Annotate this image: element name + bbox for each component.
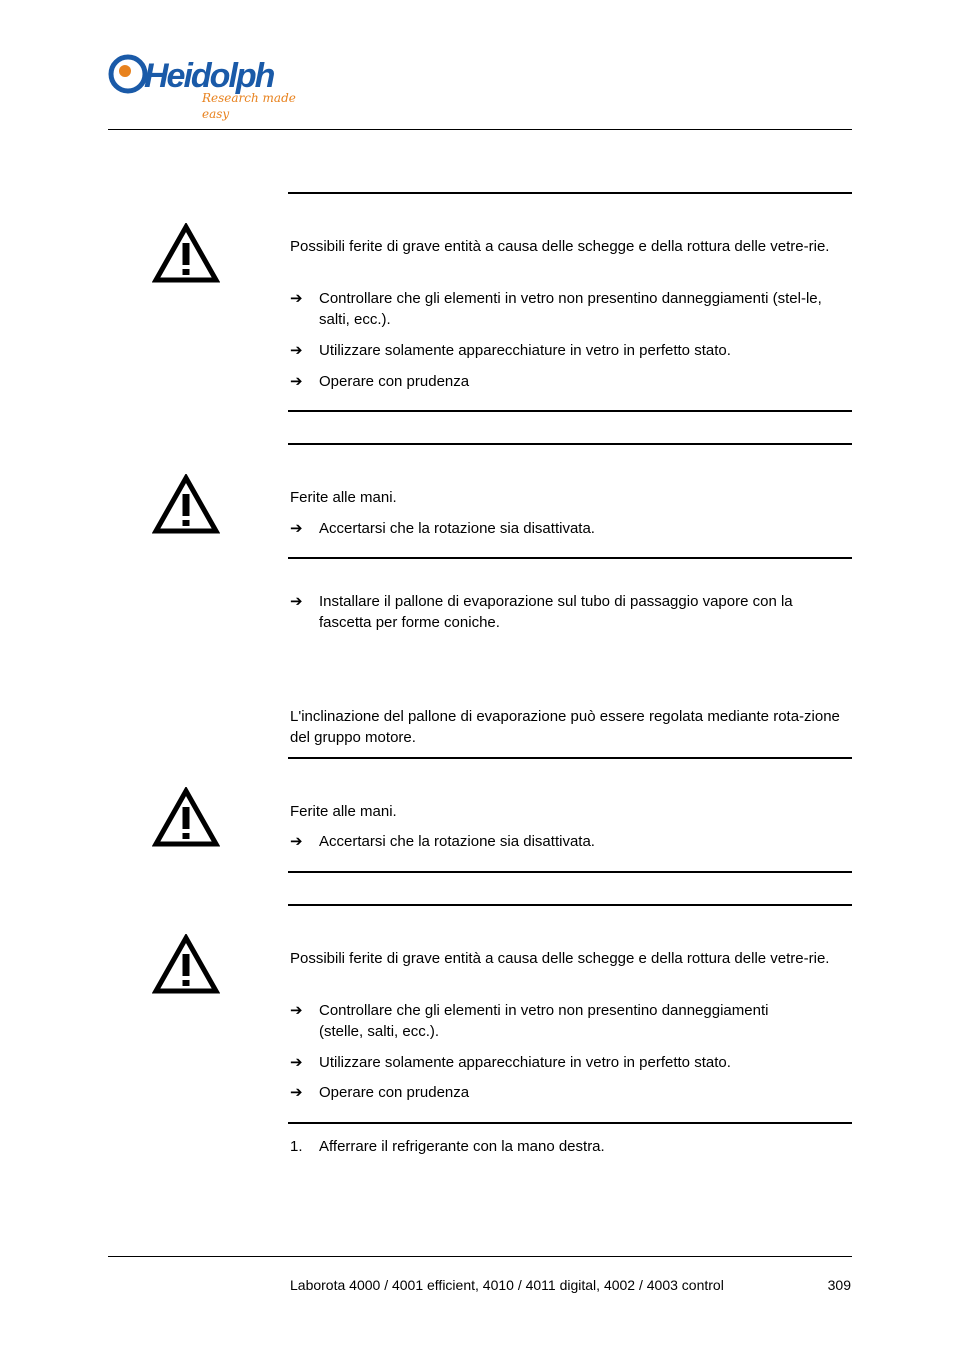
warning-triangle-icon: [152, 474, 220, 534]
arrow-icon: ➔: [290, 593, 303, 610]
step-text: Afferrare il refrigerante con la mano destra.: [319, 1138, 605, 1155]
header-rule: [108, 129, 852, 130]
arrow-icon: ➔: [290, 373, 303, 390]
section-rule: [288, 757, 852, 759]
header-logo: [108, 52, 323, 121]
logo-wordmark: Heidolph: [144, 57, 274, 95]
warning-paragraph: Possibili ferite di grave entità a causa delle schegge e della rottura delle vetre-rie.: [290, 950, 830, 967]
arrow-icon: ➔: [290, 1084, 303, 1101]
section-rule: [288, 192, 852, 194]
footer-rule: [108, 1256, 852, 1257]
info-paragraph: L'inclinazione del pallone di evaporazione può essere regolata mediante rota-zione del gruppo motore.: [290, 708, 840, 746]
arrow-icon: ➔: [290, 1002, 303, 1019]
warning-triangle-icon: [152, 934, 220, 994]
warning-paragraph: Ferite alle mani.: [290, 803, 397, 820]
footer-product: Laborota 4000 / 4001 efficient, 4010 / 4011 digital, 4002 / 4003 control: [290, 1277, 724, 1293]
arrow-icon: ➔: [290, 833, 303, 850]
arrow-icon: ➔: [290, 290, 303, 307]
warning-triangle-icon: [152, 787, 220, 847]
arrow-icon: ➔: [290, 520, 303, 537]
section-rule: [288, 904, 852, 906]
warning-paragraph: Ferite alle mani.: [290, 489, 397, 506]
section-rule: [288, 557, 852, 559]
arrow-icon: ➔: [290, 342, 303, 359]
warning-paragraph: Possibili ferite di grave entità a causa delle schegge e della rottura delle vetre-rie.: [290, 238, 830, 255]
step-number: 1.: [290, 1138, 303, 1155]
logo-tagline: Research made easy: [202, 91, 296, 121]
section-rule: [288, 410, 852, 412]
section-rule: [288, 1122, 852, 1124]
page-number: 309: [827, 1277, 851, 1293]
section-rule: [288, 871, 852, 873]
arrow-icon: ➔: [290, 1054, 303, 1071]
section-rule: [288, 443, 852, 445]
heidolph-logo-icon: [108, 52, 148, 94]
warning-triangle-icon: [152, 223, 220, 283]
